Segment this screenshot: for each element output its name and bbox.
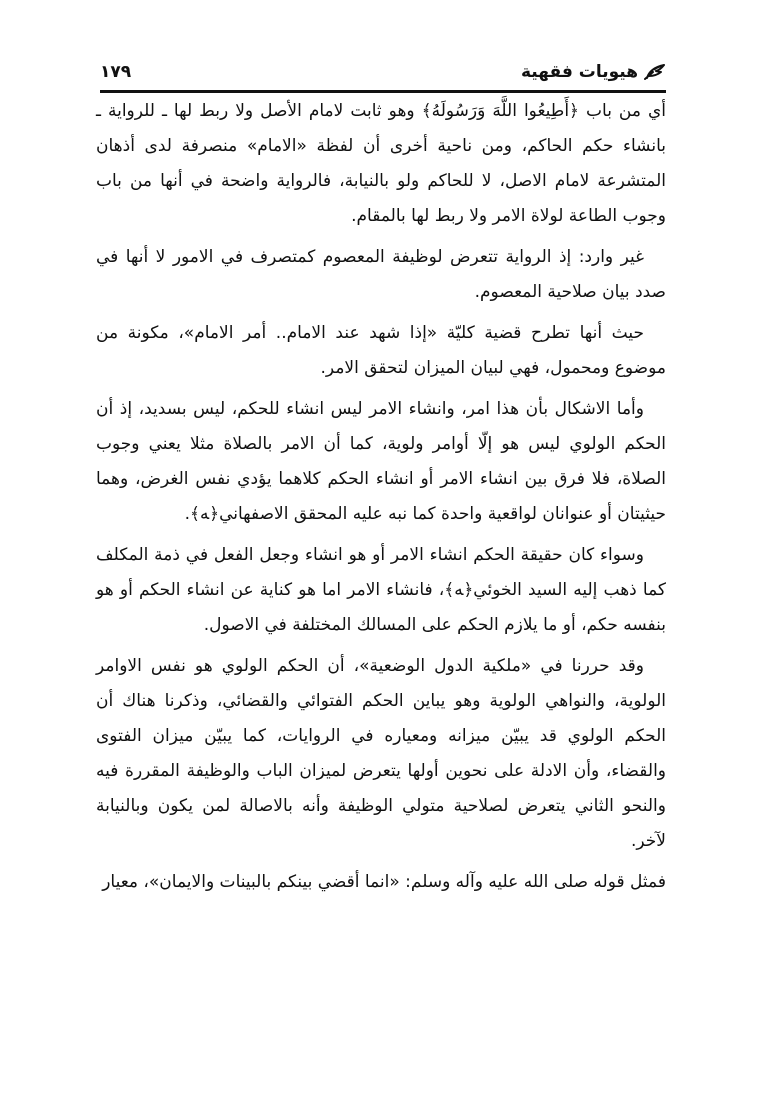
page-number: ١٧٩ xyxy=(100,62,132,82)
header-title-group xyxy=(521,62,666,82)
quill-pen-icon xyxy=(644,64,666,80)
running-header xyxy=(100,54,666,93)
paragraph: غير وارد: إذ الرواية تتعرض لوظيفة المعصوم كمتصرف في الامور لا أنها في صدد بيان صلاحية المعصوم. xyxy=(96,247,666,302)
paragraph: حيث أنها تطرح قضية كليّة «إذا شهد عند الامام.. أمر الامام»، مكونة من موضوع ومحمول، فهي لبيان الميزان لتحقق الامر. xyxy=(96,323,666,378)
paragraph: وقد حررنا في «ملكية الدول الوضعية»، أن الحكم الولوي هو نفس الاوامر الولوية، والنواهي الولوية وهو يباين الحكم الفتوائي والقضائي، وذكرنا هناك أن الحكم الولوي قد يبيّن ميزانه ومعياره في الروايات، كما يبيّن ميزان الفتوى والقضاء، وأن الادلة على نحوين أولها يتعرض لميزان الباب والوظيفة المقررة فيه والنحو الثاني يتعرض لصلاحية متولي الوظيفة وأنه بالاصالة لمن يكون وبالنيابة لآخر. xyxy=(96,656,666,851)
paragraph: أي من باب ﴿أَطِيعُوا اللَّهَ وَرَسُولَهُ﴾ وهو ثابت لامام الأصل ولا ربط لها ـ للرواية ـ بانشاء حكم الحاكم، ومن ناحية أخرى أن لفظة «الامام» منصرفة لدى أذهان المتشرعة لامام الاصل، لا للحاكم ولو بالنيابة، فالرواية واضحة في أنها من باب وجوب الطاعة لولاة الامر ولا ربط لها بالمقام. xyxy=(96,101,666,226)
paragraph: وسواء كان حقيقة الحكم انشاء الامر أو هو انشاء وجعل الفعل في ذمة المكلف كما ذهب إليه السيد الخوئي﴿ﻪ﴾، فانشاء الامر اما هو كناية عن انشاء الحكم أو هو بنفسه حكم، أو ما يلازم الحكم على المسالك المختلفة في الاصول. xyxy=(96,545,666,635)
paragraph: فمثل قوله صلى الله عليه وآله وسلم: «انما أقضي بينكم بالبينات والايمان»، معيار xyxy=(102,872,666,892)
running-header-title: هيويات فقهية xyxy=(521,62,638,82)
body-text xyxy=(96,94,666,906)
paragraph: وأما الاشكال بأن هذا امر، وانشاء الامر ليس انشاء للحكم، ليس بسديد، إذ أن الحكم الولوي ليس هو إلّا أوامر ولوية، كما أن الامر بالصلاة مثلا يعني وجوب الصلاة، فلا فرق بين انشاء الامر أو انشاء الحكم كلاهما يؤدي نفس الغرض، وهما حيثيتان أو عنوانان لواقعية واحدة كما نبه عليه المحقق الاصفهاني﴿ﻪ﴾. xyxy=(96,399,666,524)
